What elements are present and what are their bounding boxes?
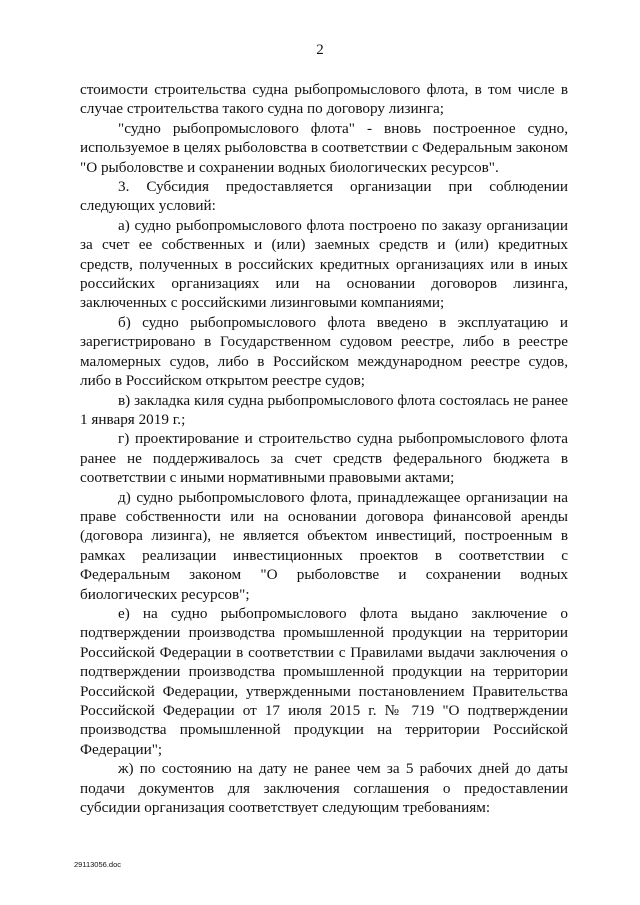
paragraph-clause-3: 3. Субсидия предоставляется организации при соблюдении следующих условий: (80, 178, 568, 215)
paragraph-condition-v: в) закладка киля судна рыбопромыслового флота состоялась не ранее 1 января 2019 г.; (80, 391, 568, 428)
document-body (80, 80, 568, 817)
paragraph-condition-b: б) судно рыбопромыслового флота введено в эксплуатацию и зарегистрировано в Государственном судовом реестре, либо в реестре маломерных судов, либо в Российском международном реестре судов, либо в Российском открытом реестре судов; (80, 313, 568, 390)
paragraph-condition-e: е) на судно рыбопромыслового флота выдано заключение о подтверждении производства промышленной продукции на территории Российской Федерации в соответствии с Правилами выдачи заключения о подтверждении производства промышленной продукции на территории Российской Федерации, утвержденными постановлением Правительства Российской Федерации от 17 июля 2015 г. № 719 "О подтверждении производства промышленной продукции на территории Российской Федерации"; (80, 604, 568, 758)
paragraph-condition-g: г) проектирование и строительство судна рыбопромыслового флота ранее не поддерживалось за счет средств федерального бюджета в соответствии с иными нормативными правовыми актами; (80, 430, 568, 487)
paragraph-condition-a: а) судно рыбопромыслового флота построено по заказу организации за счет ее собственных и (или) заемных средств и (или) кредитных средств, полученных в российских кредитных организациях или в иных российских организациях или на основании договоров лизинга, заключенных с российскими лизинговыми компаниями; (80, 216, 568, 312)
paragraph-condition-zh: ж) по состоянию на дату не ранее чем за 5 рабочих дней до даты подачи документов для заключения соглашения о предоставлении субсидии организация соответствует следующим требованиям: (80, 760, 568, 817)
paragraph-continuation: стоимости строительства судна рыбопромыслового флота, в том числе в случае строительства такого судна по договору лизинга; (80, 81, 568, 118)
page-number: 2 (316, 42, 324, 58)
paragraph-condition-d: д) судно рыбопромыслового флота, принадлежащее организации на праве собственности или на основании договора финансовой аренды (договора лизинга), не является объектом инвестиций, построенным в рамках реализации инвестиционных проектов в соответствии с Федеральным законом "О рыболовстве и сохранении водных биологических ресурсов"; (80, 488, 568, 603)
paragraph-vessel-definition: "судно рыбопромыслового флота" - вновь построенное судно, используемое в целях рыболовства в соответствии с Федеральным законом "О рыболовстве и сохранении водных биологических ресурсов". (80, 119, 568, 176)
document-file-code: 29113056.doc (74, 860, 121, 869)
